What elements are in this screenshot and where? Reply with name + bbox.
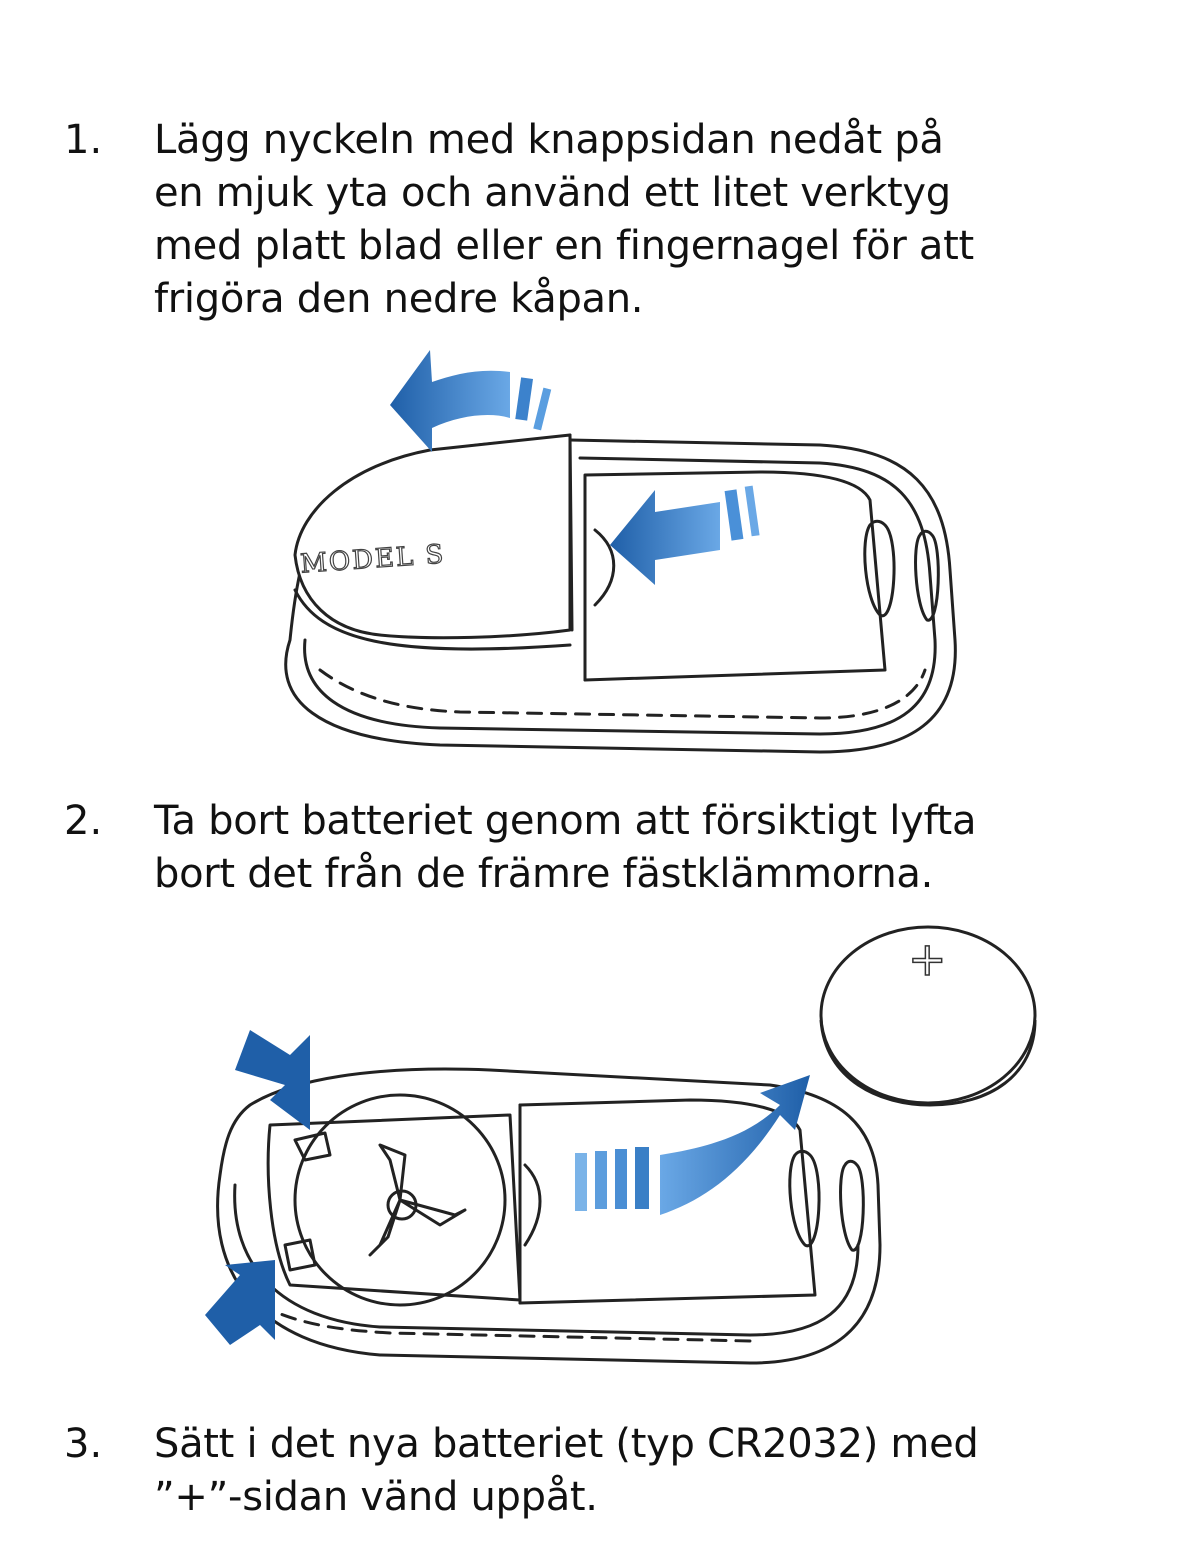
step-1-line-3: med platt blad eller en fingernagel för att [154, 223, 974, 269]
fob2-body-rim [235, 1185, 858, 1335]
step-3-number: 3. [64, 1421, 103, 1467]
step-2-line-2: bort det från de främre fästklämmorna. [154, 851, 934, 897]
clip-arrow-bottom [205, 1260, 275, 1345]
lift-arrow-dash-2 [533, 388, 551, 431]
lift-arrow-dash-1 [515, 377, 533, 420]
cover-label: MODEL S [299, 539, 447, 580]
push-arrow-dash-1 [725, 489, 744, 540]
battery2-edge [525, 1165, 540, 1245]
fob2-dashed-edge [260, 1305, 750, 1341]
lift-arrow [390, 350, 510, 452]
battery-edge [595, 530, 614, 605]
clip-arrow-top [235, 1030, 310, 1130]
lift-battery-dash-3 [615, 1149, 627, 1209]
step-3-text [154, 1418, 1164, 1524]
push-arrow-dash-2 [745, 486, 760, 537]
slot2-2 [841, 1161, 864, 1250]
battery-bay [268, 1115, 520, 1300]
step-2-line-1: Ta bort batteriet genom att försiktigt lyfta [154, 798, 977, 844]
lift-battery-dash-2 [595, 1151, 607, 1209]
step-2-number: 2. [64, 798, 103, 844]
fob-dashed-edge [320, 670, 925, 718]
step-2-text [154, 795, 1164, 901]
spring-contact [370, 1145, 465, 1255]
clip-top [295, 1133, 330, 1160]
step-1-line-4: frigöra den nedre kåpan. [154, 276, 644, 322]
step-1-line-1: Lägg nyckeln med knappsidan nedåt på [154, 117, 944, 163]
lift-battery-dash-1 [575, 1153, 587, 1211]
step-3-line-1: Sätt i det nya batteriet (typ CR2032) med [154, 1421, 979, 1467]
cover-outline [295, 435, 570, 638]
lift-battery-dash-4 [635, 1147, 649, 1209]
lift-battery-arrow [660, 1075, 810, 1215]
figure-remove-battery [190, 915, 1060, 1395]
cover-front-edge [570, 435, 572, 630]
step-1-text [154, 114, 1164, 326]
push-arrow [610, 490, 720, 585]
battery-plus-symbol: + [908, 932, 947, 986]
step-1-line-2: en mjuk yta och använd ett litet verktyg [154, 170, 951, 216]
step-1-number: 1. [64, 117, 103, 163]
step-3-line-2: ”+”-sidan vänd uppåt. [154, 1474, 598, 1520]
figure-remove-cover [260, 340, 980, 770]
